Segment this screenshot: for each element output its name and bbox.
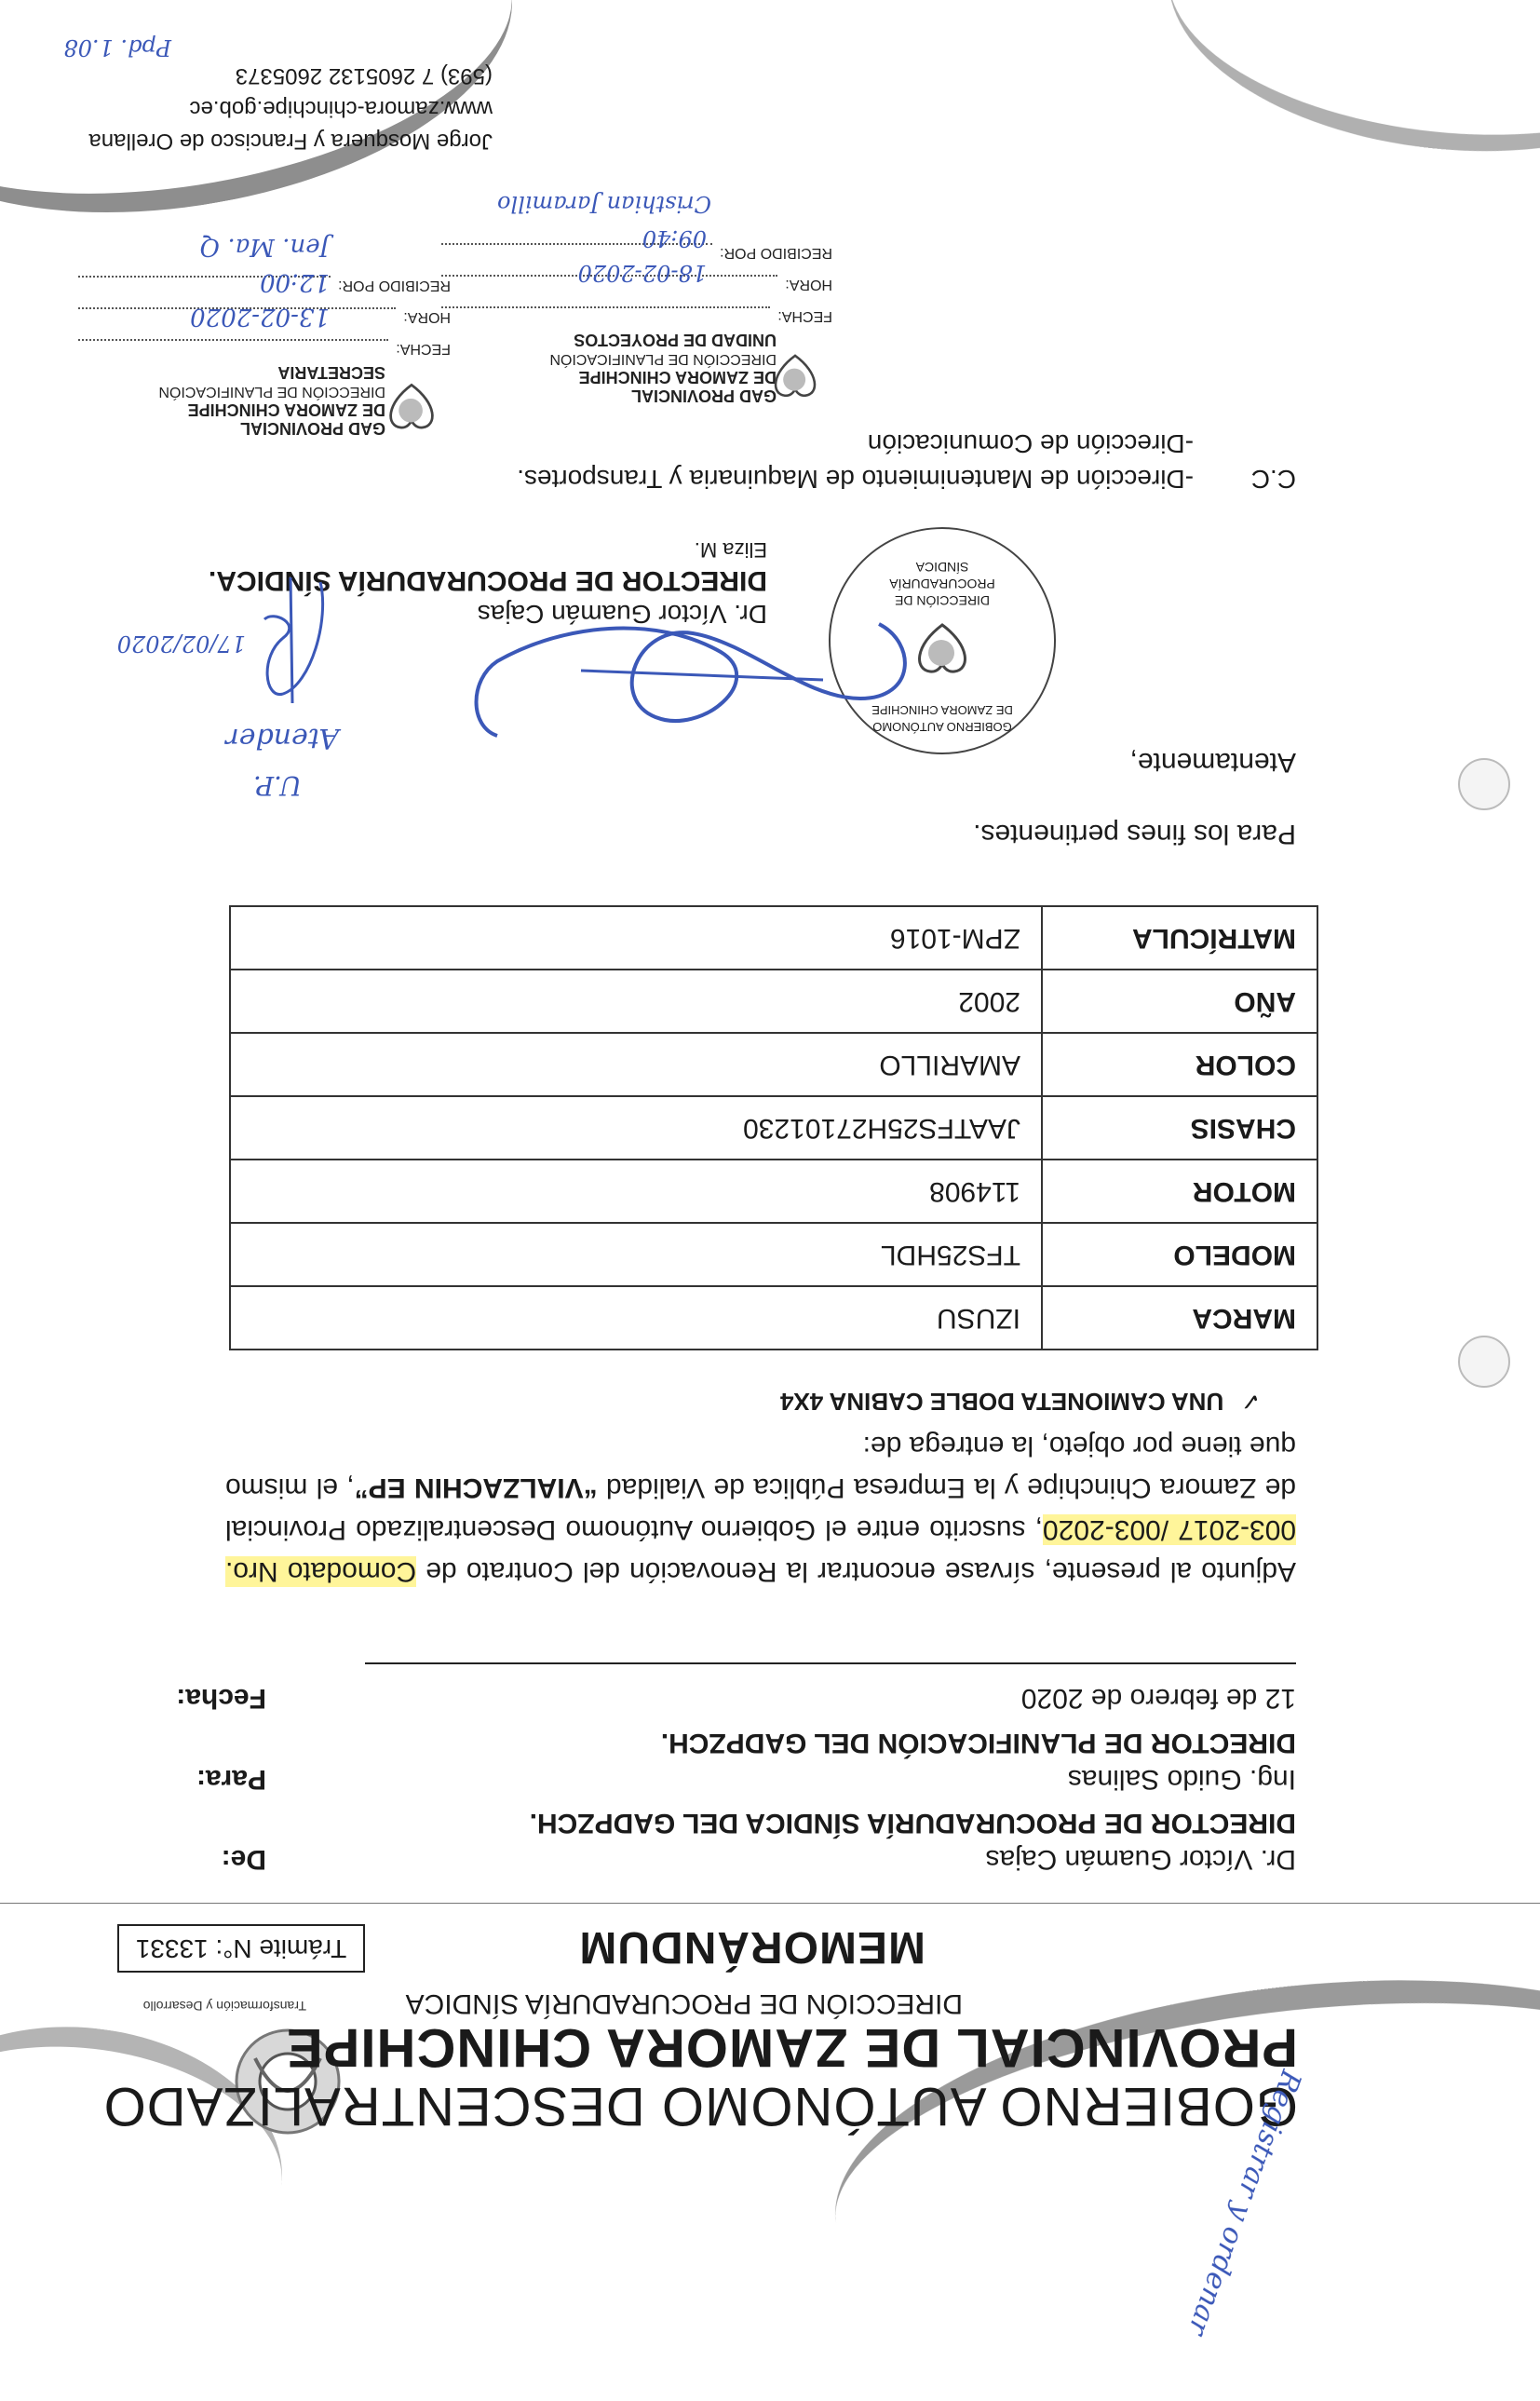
header-divider [0,1903,1540,1904]
de-name: Dr. Víctor Guamán Cajas [985,1844,1296,1875]
para-title: DIRECTOR DE PLANIFICACIÓN DEL GADPZCH. [660,1728,1296,1758]
rec2-line1: GAD PROVINCIAL [239,419,385,438]
comodato-highlight: Comodato Nro. [225,1556,417,1587]
table-key: MARCA [1042,1286,1317,1350]
rec2-line3: DIRECCIÓN DE PLANIFICACIÓN [158,384,385,400]
signer-name: Dr. Víctor Guamán Cajas [477,600,767,629]
table-key: MOTOR [1042,1160,1317,1223]
department-name: DIRECCIÓN DE PROCURADURÍA SÍNDICA [405,1988,963,2019]
vehicle-item [780,1387,1261,1416]
rec1-hora-label: HORA: [785,277,832,292]
rec1-fecha-handwritten: 18-02-2020 [577,260,707,286]
table-key: COLOR [1042,1033,1317,1096]
header-slogan: Transformación y Desarrollo [142,1999,306,2014]
footer-web: www.zamora-chinchipe.gob.ec [189,96,493,121]
check-icon: ✓ [1240,1388,1261,1416]
table-value: 2002 [230,970,1042,1033]
punch-hole-bottom [1458,1336,1510,1388]
signer-title: DIRECTOR DE PROCURADURÍA SÍNDICA. [208,565,767,596]
tramite-number-box: Trámite N°: 13331 [117,1924,365,1973]
vehicle-item-label: UNA CAMIONETA DOBLE CABINA 4X4 [780,1388,1224,1416]
closing-purpose: Para los fines pertinentes. [973,819,1296,849]
date-handwritten: 17/02/2020 [116,631,246,657]
header-title-line2: PROVINCIAL DE ZAMORA CHINCHIPE [286,2017,1298,2078]
fecha-value: 12 de febrero de 2020 [1020,1683,1296,1714]
rec1-hora-handwritten: 09:40 [642,225,707,251]
rec2-heart-icon [382,378,441,438]
table-value: TFS25HDL [230,1223,1042,1286]
initials-scribble [246,573,339,712]
table-value: JAATFS25H27101230 [230,1096,1042,1160]
body-intro: Adjunto al presente, sírvase encontrar la Renovación del Contrato de [416,1556,1296,1587]
stamp-line5: SÍNDICA [915,560,969,575]
table-row [230,1223,1317,1286]
rec2-fecha-label: FECHA: [396,341,451,357]
fecha-label: Fecha: [176,1683,266,1714]
stamp-line1: GOBIERNO AUTÓNOMO [872,720,1012,734]
rec1-name-handwritten: Cristhian Jaramillo [497,191,711,217]
table-key: CHASIS [1042,1096,1317,1160]
vehicle-table [229,905,1318,1350]
table-value: IZUSU [230,1286,1042,1350]
table-key: MODELO [1042,1223,1317,1286]
rec1-line2: DE ZAMORA CHINCHIPE [578,368,777,387]
body-end: , el mismo que tiene por objeto, la entrega de: [225,1431,1296,1503]
table-row [230,970,1317,1033]
rec1-heart-icon [767,349,823,405]
rec1-line4: UNIDAD DE PROYECTOS [574,331,777,349]
rec1-recibido-label: RECIBIDO POR: [720,245,832,261]
rec2-line2: DE ZAMORA CHINCHIPE [187,400,385,419]
header-title-line1: GOBIERNO AUTÓNOMO DESCENTRALIZADO [102,2076,1298,2136]
stamp-line4: PROCURADURÍA [889,577,995,591]
table-key: MATRÍCULA [1042,906,1317,970]
table-value: AMARILLO [230,1033,1042,1096]
rec1-line3: DIRECCIÓN DE PLANIFICACIÓN [549,351,777,367]
punch-hole-top [1458,758,1510,810]
rec2-hora-handwritten: 12:00 [260,268,330,296]
table-row [230,1160,1317,1223]
para-label: Para: [196,1764,266,1795]
fecha-divider [365,1662,1296,1664]
up-handwritten: U.P. [253,770,302,801]
rec1-fecha-line [441,306,770,323]
memo-title: MEMORÁNDUM [578,1922,925,1972]
cc-item-1: -Dirección de Mantenimiento de Maquinaria y Transportes. [517,465,1194,494]
de-title: DIRECTOR DE PROCURADURÍA SÍNDICA DEL GADPZCH. [529,1808,1296,1838]
rec2-hora-label: HORA: [403,309,451,325]
atender-handwritten: Atender [225,722,339,754]
corner-note-handwritten: Ppd. 1.08 [63,34,171,61]
note-handwritten: Registrar y ordenar [1181,2066,1307,2340]
vialzachin-name: “VIALZACHIN EP” [354,1472,598,1503]
rec2-recibido-label: RECIBIDO POR: [338,278,451,293]
cc-item-2: -Dirección de Comunicación [867,429,1194,458]
closing-greeting: Atentamente, [1129,747,1296,778]
stamp-line3: DIRECCIÓN DE [895,593,990,608]
table-key: AÑO [1042,970,1317,1033]
contract-number-highlight: 003-2017 /003-2020 [1042,1514,1296,1545]
table-row [230,1286,1317,1350]
rec2-fecha-handwritten: 13-02-2020 [190,303,330,331]
para-name: Ing. Guido Salinas [1067,1764,1296,1795]
table-row [230,906,1317,970]
table-value: ZPM-1016 [230,906,1042,970]
de-label: De: [221,1844,266,1875]
rec1-fecha-label: FECHA: [777,308,832,324]
initials: Eliza M. [694,538,767,562]
footer-swoosh-left [1154,0,1540,177]
table-value: 114908 [230,1160,1042,1223]
table-row [230,1033,1317,1096]
footer-address: Jorge Mosquera y Francisco de Orellana [88,129,493,154]
body-parties: , suscrito entre el Gobierno Autónomo Descentralizado Provincial de Zamora Chinchipe y la Empresa Pública de Vialidad [225,1472,1296,1545]
rec1-line1: GAD PROVINCIAL [630,387,777,405]
stamp-line2: DE ZAMORA CHINCHIPE [871,703,1013,717]
memo-body [225,1425,1296,1593]
cc-label: C.C [1250,465,1296,494]
rec2-fecha-line [78,339,388,356]
rec2-line4: SECRETARIA [277,363,385,382]
table-row [230,1096,1317,1160]
rec2-name-handwritten: Jen. Ma. Q [199,233,330,261]
footer-phone: (593) 7 2605132 2605373 [235,63,493,88]
